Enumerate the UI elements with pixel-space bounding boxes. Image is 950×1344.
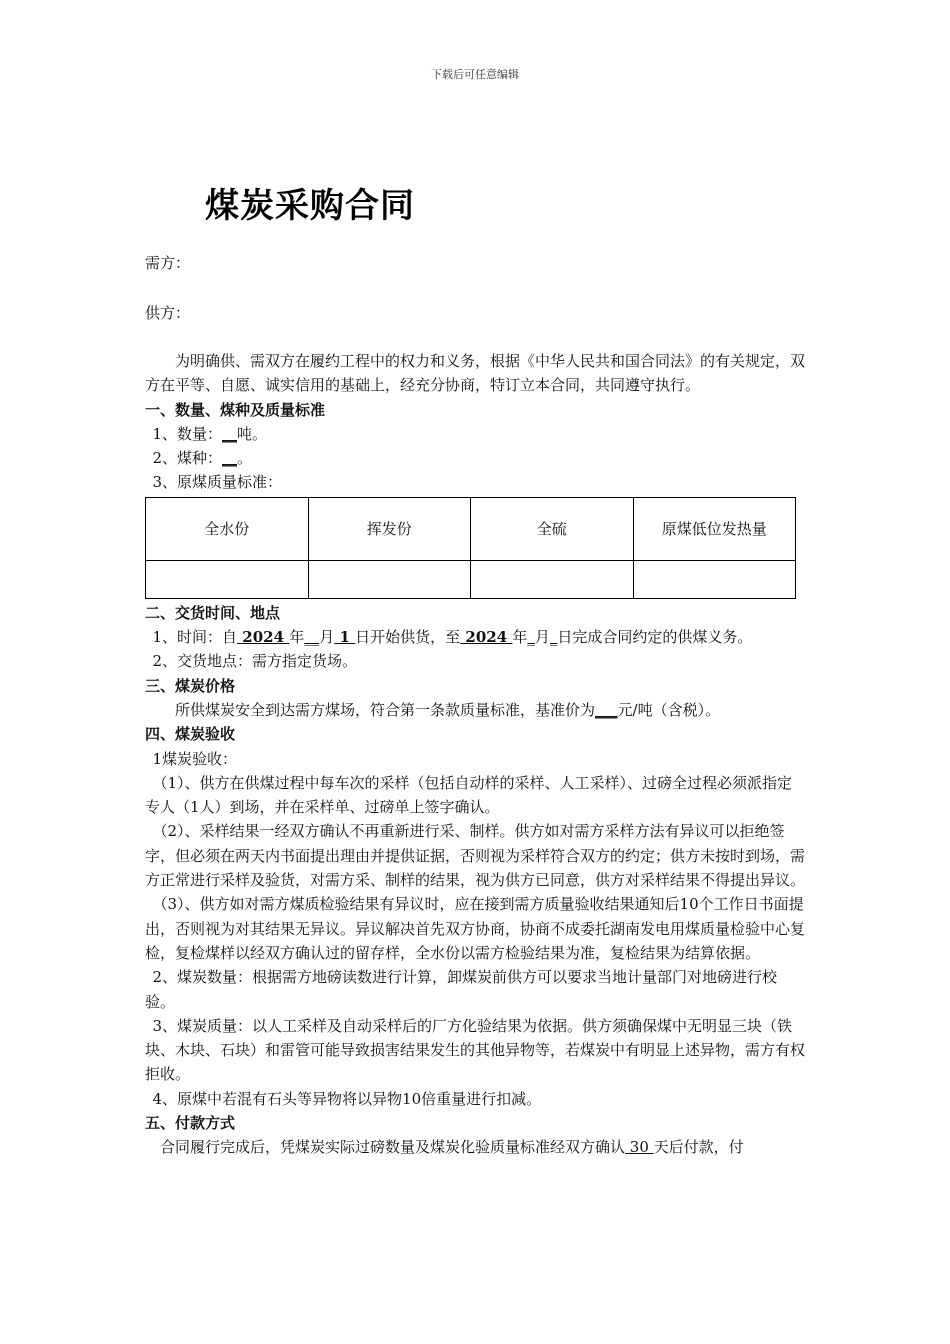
table-value-cell: [308, 560, 471, 598]
table-header-cell: 挥发份: [308, 497, 471, 560]
coal-type-blank: __: [222, 449, 238, 468]
seller-label: 供方：: [145, 304, 191, 322]
section5-heading: 五、付款方式: [145, 1114, 236, 1133]
quality-standard-line: 3、原煤质量标准：: [152, 473, 283, 492]
contract-body: [145, 349, 805, 1160]
acceptance-item-1: （1）、供方在供煤过程中每车次的采样（包括自动样的采样、人工采样）、过磅全过程必须派指定专人（1人）到场，并在采样单、过磅单上签字确认。: [145, 773, 793, 817]
table-header-cell: 全水份: [146, 497, 309, 560]
table-value-cell: [633, 560, 796, 598]
payment-line: 合同履行完成后，凭煤炭实际过磅数量及煤炭化验质量标准经双方确认 30 天后付款，付: [160, 1138, 744, 1157]
section1-heading: 一、数量、煤种及质量标准: [145, 400, 326, 419]
quantity-blank: __: [222, 424, 238, 443]
payment-days: 30: [625, 1138, 654, 1157]
quantity-line: 1、数量：__吨。: [152, 424, 268, 443]
price-line: 所供煤炭安全到达需方煤场，符合第一条款质量标准，基准价为___元/吨（含税）。: [175, 700, 721, 719]
acceptance-item-2: （2）、采样结果一经双方确认不再重新进行采、制样。供方如对需方采样方法有异议可以拒绝签字，但必须在两天内书面提出理由并提供证据，否则视为采样符合双方的约定；供方未按时到场，需方正常进行采样及验货，对需方采、制样的结果，视为供方已同意，供方对采样结果不得提出异议。: [145, 822, 806, 890]
table-header-cell: 原煤低位发热量: [633, 497, 796, 560]
acceptance-item-3: （3）、供方如对需方煤质检验结果有异议时，应在接到需方质量验收结果通知后10个工作日书面提出，否则视为对其结果无异议。异议解决首先双方协商，协商不成委托湖南发电用煤质量检验中心复检，复检煤样以经双方确认过的留存样，全水份以需方检验结果为准，复检结果为结算依据。: [145, 895, 806, 962]
section2-heading: 二、交货时间、地点: [145, 603, 281, 622]
coal-type-line: 2、煤种：__。: [152, 449, 253, 468]
intro-paragraph: 为明确供、需双方在履约工程中的权力和义务，根据《中华人民共和国合同法》的有关规定，双方在平等、自愿、诚实信用的基础上，经充分协商，特订立本合同，共同遵守执行。: [145, 352, 806, 395]
document-title: 煤炭采购合同: [205, 186, 415, 226]
page-header: 下载后可任意编辑: [431, 68, 519, 81]
deduction-clause: 4、原煤中若混有石头等异物将以异物10倍重量进行扣减。: [152, 1089, 542, 1108]
section4-heading: 四、煤炭验收: [145, 725, 236, 744]
table-value-cell: [471, 560, 634, 598]
delivery-place-line: 2、交货地点：需方指定货场。: [152, 652, 358, 671]
quality-clause: 3、煤炭质量：以人工采样及自动采样后的厂方化验结果为依据。供方须确保煤中无明显三块（铁块、木块、石块）和雷管可能导致损害结果发生的其他异物等，若煤炭中有明显上述异物，需方有权拒收。: [145, 1016, 806, 1084]
acceptance-subheading: 1煤炭验收：: [152, 749, 238, 768]
section3-heading: 三、煤炭价格: [145, 676, 236, 695]
quantity-clause: 2、煤炭数量：根据需方地磅读数进行计算，卸煤炭前供方可以要求当地计量部门对地磅进行校验。: [145, 968, 778, 1011]
buyer-label: 需方：: [145, 254, 191, 272]
price-blank: ___: [595, 700, 618, 719]
delivery-time-line: 1、时间：自 2024 年__月 1 日开始供货，至 2024 年_月_日完成合同约定的供煤义务。: [152, 628, 753, 647]
table-header-cell: 全硫: [471, 497, 634, 560]
table-value-cell: [146, 560, 309, 598]
quality-table: [145, 497, 796, 599]
